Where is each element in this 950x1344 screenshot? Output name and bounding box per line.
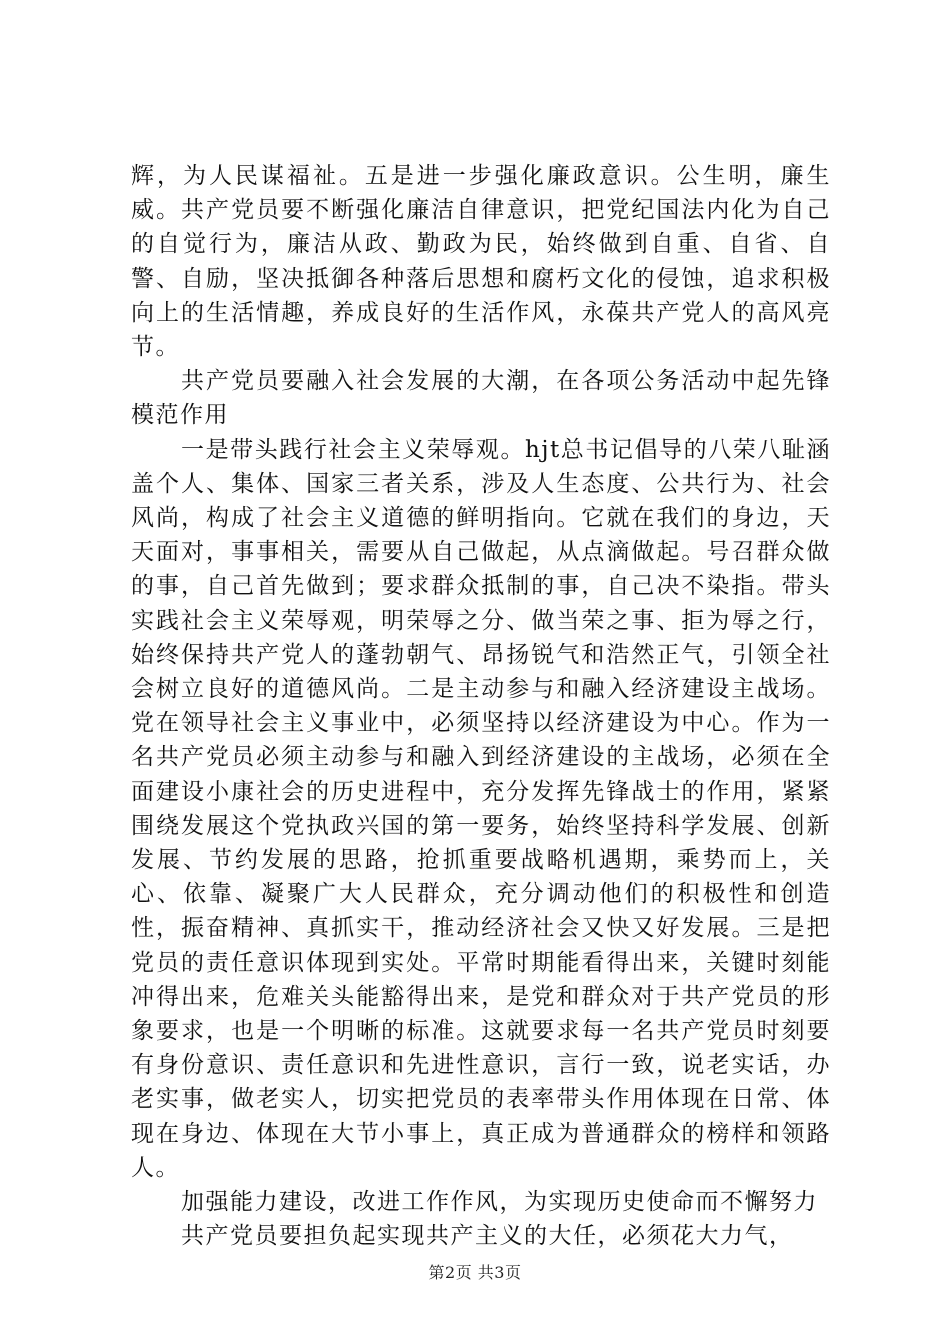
page-number-footer: 第2页 共3页	[428, 1263, 522, 1282]
section-heading-capability-building: 加强能力建设，改进工作作风，为实现历史使命而不懈努力	[181, 1189, 818, 1216]
paragraph-responsibility: 共产党员要担负起实现共产主义的大任，必须花大力气，	[181, 1223, 794, 1250]
section-heading-social-development: 共产党员要融入社会发展的大潮，在各项公务活动中起先锋模范作用	[131, 368, 831, 429]
paragraph-continuation: 辉，为人民谋福祉。五是进一步强化廉政意识。公生明，廉生威。共产党员要不断强化廉洁自律意识，把党纪国法内化为自己的自觉行为，廉洁从政、勤政为民，始终做到自重、自省、自警、自励，坚决抵御各种落后思想和腐朽文化的侵蚀，追求积极向上的生活情趣，养成良好的生活作风，永葆共产党人的高风亮节。	[131, 163, 831, 361]
document-body	[131, 159, 831, 1254]
paragraph-vanguard-role: 一是带头践行社会主义荣辱观。hjt总书记倡导的八荣八耻涵盖个人、集体、国家三者关系，涉及人生态度、公共行为、社会风尚，构成了社会主义道德的鲜明指向。它就在我们的身边，天天面对，事事相关，需要从自己做起，从点滴做起。号召群众做的事，自己首先做到；要求群众抵制的事，自己决不染指。带头实践社会主义荣辱观，明荣辱之分、做当荣之事、拒为辱之行，始终保持共产党人的蓬勃朝气、昂扬锐气和浩然正气，引领全社会树立良好的道德风尚。二是主动参与和融入经济建设主战场。党在领导社会主义事业中，必须坚持以经济建设为中心。作为一名共产党员必须主动参与和融入到经济建设的主战场，必须在全面建设小康社会的历史进程中，充分发挥先锋战士的作用，紧紧围绕发展这个党执政兴国的第一要务，始终坚持科学发展、创新发展、节约发展的思路，抢抓重要战略机遇期，乘势而上，关心、依靠、凝聚广大人民群众，充分调动他们的积极性和创造性，振奋精神、真抓实干，推动经济社会又快又好发展。三是把党员的责任意识体现到实处。平常时期能看得出来，关键时刻能冲得出来，危难关头能豁得出来，是党和群众对于共产党员的形象要求，也是一个明晰的标准。这就要求每一名共产党员时刻要有身份意识、责任意识和先进性意识，言行一致，说老实话，办老实事，做老实人，切实把党员的表率带头作用体现在日常、体现在身边、体现在大节小事上，真正成为普通群众的榜样和领路人。	[131, 436, 831, 1181]
